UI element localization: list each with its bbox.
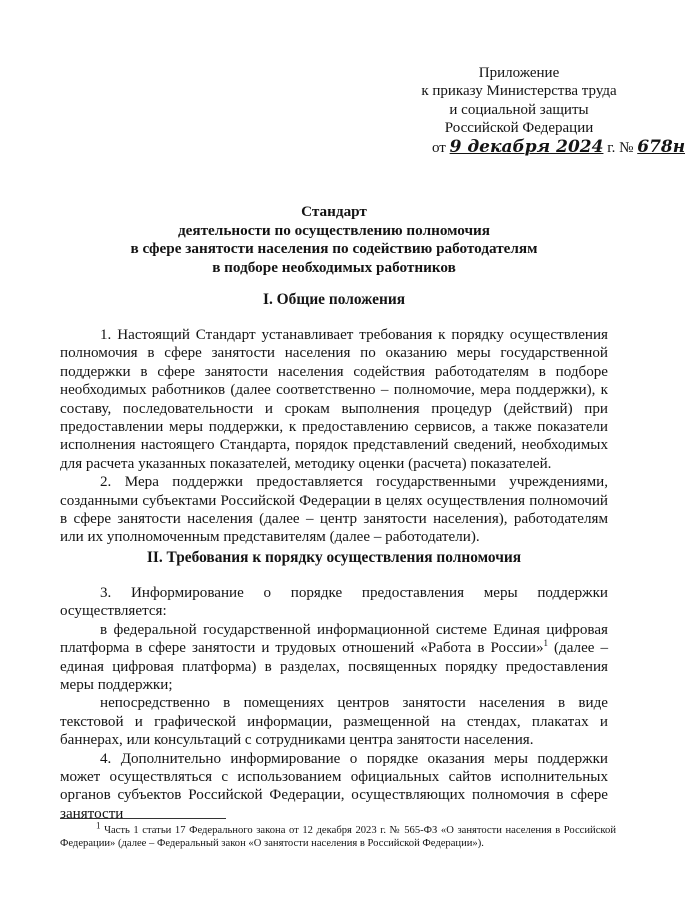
order-number-label: г. №	[607, 139, 634, 156]
appendix-header	[408, 64, 685, 157]
paragraph-1: 1. Настоящий Стандарт устанавливает требования к порядку осуществления полномочия в сфере занятости населения по оказанию меры государственной поддержки в сфере занятости населения содействия работодателям в подборе необходимых работников (далее соответственно – полномочие, мера поддержки), к составу, последовательности и срокам выполнения процедур (действий) при предоставлении меры поддержки, к предоставлению сервисов, а также показатели исполнения настоящего Стандарта, порядок представлений сведений, необходимых для расчета указанных показателей, методику оценки (расчета) показателей.	[60, 327, 608, 472]
title-line-2: деятельности по осуществлению полномочия	[177, 221, 491, 239]
handwritten-date: 9 декабря 2024	[449, 136, 604, 157]
title-line-3: в сфере занятости населения по содействию работодателям	[130, 240, 538, 257]
paragraph-3b: непосредственно в помещениях центров занятости населения в виде текстовой и графической информации, размещенной на стендах, плакатах и баннерах, или консультаций с сотрудниками центра занятости населения.	[60, 695, 608, 749]
paragraph-3a-text-after: (далее – единая цифровая платформа) в разделах, посвященных порядку предоставления меры поддержки;	[60, 640, 608, 694]
document-title	[60, 203, 608, 277]
section-2-body	[60, 584, 608, 823]
section-1-heading: I. Общие положения	[262, 291, 406, 308]
appendix-line-2: к приказу Министерства труда	[421, 83, 617, 100]
footnote-number: 1	[96, 820, 101, 831]
handwritten-order-number: 678н	[637, 136, 685, 157]
footnote-divider	[60, 818, 226, 819]
appendix-line-1: Приложение	[478, 65, 560, 81]
paragraph-3a-text-before: в федеральной государственной информационной системе Единая цифровая платформа в сфере занятости и трудовых отношений «Работа в России»	[60, 621, 608, 657]
section-2-heading: II. Требования к порядку осуществления полномочия	[146, 549, 522, 566]
date-prefix: от	[432, 139, 446, 156]
paragraph-3a	[60, 621, 608, 695]
footnote-reference: 1	[543, 638, 549, 649]
paragraph-4: 4. Дополнительно информирование о порядке оказания меры поддержки может осуществляться с использованием официальных сайтов исполнительных органов субъектов Российской Федерации, осуществляющих полномочия в сфере занятости	[60, 750, 608, 822]
footnote-text: Часть 1 статьи 17 Федерального закона от 12 декабря 2023 г. № 565-ФЗ «О занятости населения в Российской Федерации» (далее – Федеральный закон «О занятости населения в Российской Федерации»).	[60, 825, 616, 850]
paragraph-3: 3. Информирование о порядке предоставления меры поддержки осуществляется:	[60, 585, 608, 620]
footnote	[60, 820, 616, 851]
title-line-1: Стандарт	[301, 203, 367, 220]
appendix-line-4: Российской Федерации	[444, 120, 594, 137]
paragraph-2: 2. Мера поддержки предоставляется государственными учреждениями, созданными субъектами Российской Федерации в целях осуществления полномочий в сфере занятости населения (далее – центр занятости населения), работодателям или их уполномоченным представителям (далее – работодатели).	[60, 474, 608, 546]
appendix-date-line	[408, 136, 685, 157]
appendix-line-3: и социальной защиты	[449, 101, 589, 118]
title-line-4: в подборе необходимых работников	[212, 258, 456, 276]
section-1-body	[60, 326, 608, 547]
